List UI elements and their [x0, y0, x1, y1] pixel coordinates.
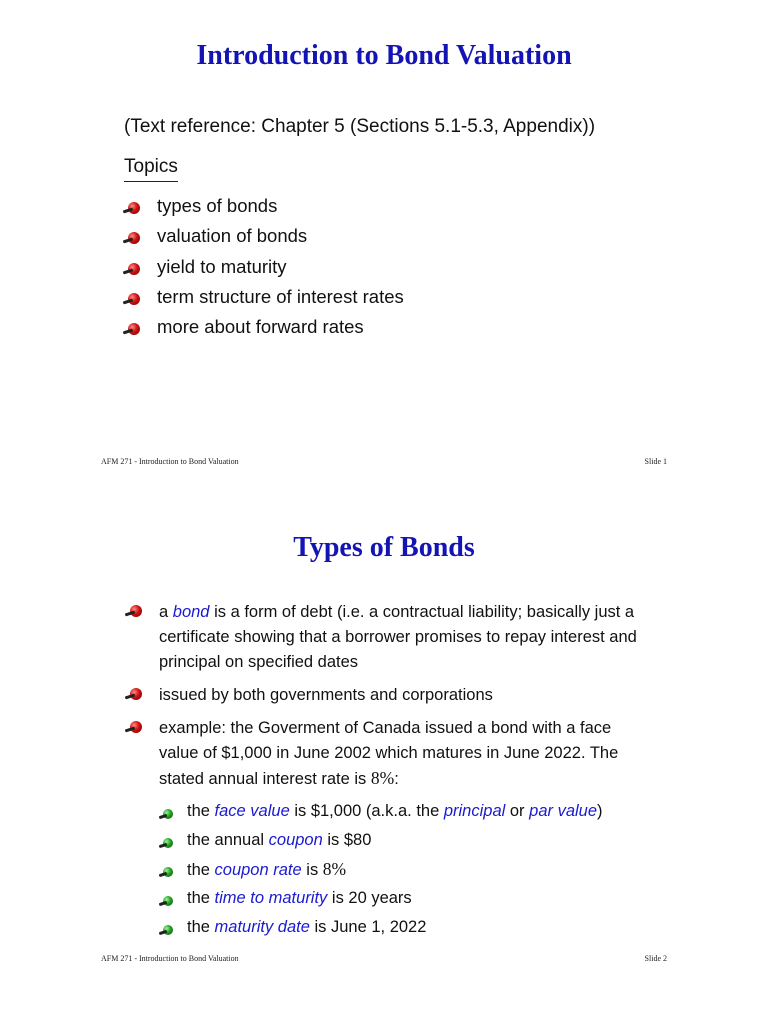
- detail-text: [187, 918, 426, 937]
- topic-label: term structure of interest rates: [157, 286, 404, 308]
- term-time-to-maturity: time to maturity: [214, 889, 328, 907]
- text: :: [394, 770, 399, 788]
- text: is a form of debt (i.e. a contractual liability; basically just a certificate showing that a borrower promises to repay interest and principal on specified dates: [159, 603, 637, 671]
- red-ball-bullet-icon: [130, 605, 142, 617]
- slide-footer: [101, 954, 667, 963]
- term-coupon: coupon: [268, 831, 323, 849]
- slide-2: [0, 496, 768, 1024]
- green-ball-bullet-icon: [163, 925, 173, 935]
- text: is June 1, 2022: [309, 918, 427, 936]
- issuers-text: issued by both governments and corporations: [159, 686, 493, 704]
- list-item: [128, 252, 404, 282]
- list-item: [128, 312, 404, 342]
- list-item: [163, 913, 603, 942]
- footer-course: AFM 271 - Introduction to Bond Valuation: [101, 954, 239, 963]
- example-text: [159, 716, 650, 792]
- red-ball-bullet-icon: [128, 323, 140, 335]
- list-item: [128, 282, 404, 312]
- list-item: [130, 683, 650, 708]
- interest-rate: 8%: [370, 768, 395, 788]
- text: or: [505, 802, 530, 820]
- list-item: [163, 797, 603, 826]
- footer-slide-number: Slide 1: [644, 457, 667, 466]
- text: the: [187, 889, 215, 907]
- red-ball-bullet-icon: [128, 232, 140, 244]
- list-item: [163, 826, 603, 855]
- term-maturity-date: maturity date: [214, 918, 310, 936]
- text: the: [187, 802, 215, 820]
- list-item: [130, 716, 650, 792]
- term-coupon-rate: coupon rate: [214, 861, 302, 879]
- coupon-rate-value: 8%: [322, 859, 347, 879]
- footer-course: AFM 271 - Introduction to Bond Valuation: [101, 457, 239, 466]
- green-ball-bullet-icon: [163, 896, 173, 906]
- term-face-value: face value: [214, 802, 290, 820]
- bond-points-list: [130, 600, 650, 800]
- text: is $80: [322, 831, 372, 849]
- slide-title: Introduction to Bond Valuation: [196, 40, 572, 71]
- detail-text: [187, 889, 412, 908]
- red-ball-bullet-icon: [128, 263, 140, 275]
- list-item: [130, 600, 650, 675]
- term-bond: bond: [172, 603, 210, 621]
- term-principal: principal: [443, 802, 506, 820]
- list-item: [128, 191, 404, 221]
- footer-slide-number: Slide 2: [644, 954, 667, 963]
- slide-footer: [101, 457, 667, 466]
- green-ball-bullet-icon: [163, 809, 173, 819]
- text-reference: (Text reference: Chapter 5 (Sections 5.1-5.3, Appendix)): [124, 116, 596, 137]
- red-ball-bullet-icon: [130, 688, 142, 700]
- green-ball-bullet-icon: [163, 867, 173, 877]
- example-details-list: [163, 797, 603, 942]
- list-item: [163, 855, 603, 884]
- topic-label: types of bonds: [157, 195, 278, 217]
- red-ball-bullet-icon: [130, 721, 142, 733]
- topic-label: yield to maturity: [157, 255, 287, 277]
- text: the: [187, 918, 215, 936]
- text: the: [187, 861, 215, 879]
- slide-title: Types of Bonds: [293, 532, 475, 563]
- detail-text: [187, 859, 346, 880]
- text: is: [301, 861, 323, 879]
- list-item: [163, 884, 603, 913]
- red-ball-bullet-icon: [128, 202, 140, 214]
- text: a: [159, 603, 173, 621]
- green-ball-bullet-icon: [163, 838, 173, 848]
- text: ): [597, 802, 603, 820]
- term-par-value: par value: [529, 802, 598, 820]
- detail-text: [187, 831, 371, 850]
- topic-label: more about forward rates: [157, 316, 364, 338]
- slide-1: [0, 0, 768, 496]
- detail-text: [187, 802, 603, 821]
- text: is 20 years: [327, 889, 412, 907]
- topics-list: [128, 191, 404, 342]
- topic-label: valuation of bonds: [157, 225, 308, 247]
- text: the annual: [187, 831, 269, 849]
- list-item: [128, 221, 404, 251]
- text: is $1,000 (a.k.a. the: [289, 802, 444, 820]
- topics-heading: Topics: [124, 156, 178, 182]
- bond-definition: [159, 600, 650, 675]
- text: example: the Goverment of Canada issued a bond with a face value of $1,000 in June 2002 which matures in June 2022. The stated annual interest rate is: [159, 719, 619, 788]
- red-ball-bullet-icon: [128, 293, 140, 305]
